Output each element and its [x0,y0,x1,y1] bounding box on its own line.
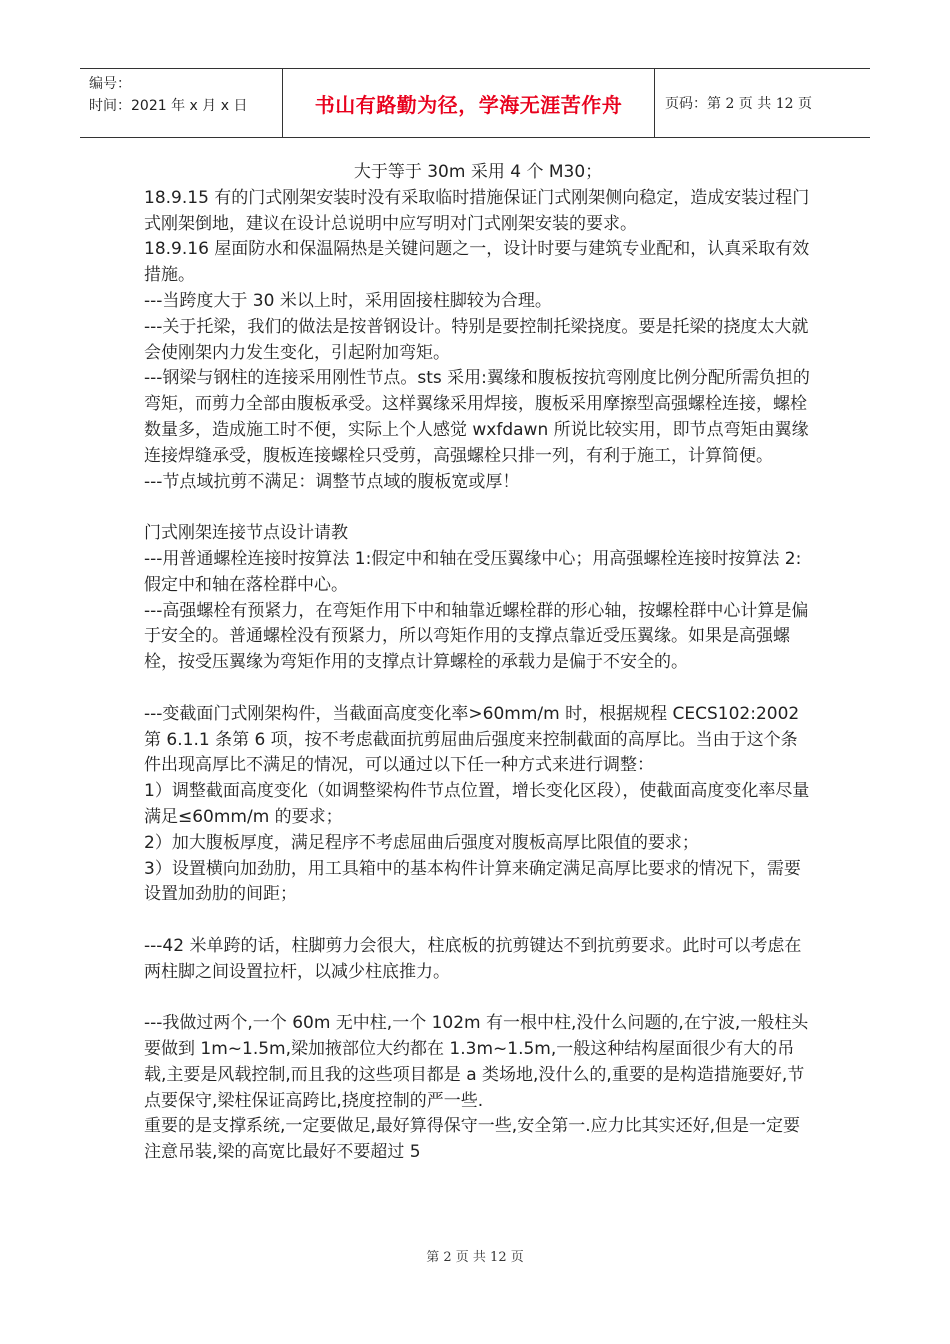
document-time: 时间：2021 年 x 月 x 日 [89,98,248,114]
paragraph: ---关于托梁，我们的做法是按普钢设计。特别是要控制托梁挠度。要是托梁的挠度太大就会使刚架内力发生变化，引起附加弯矩。 [144,316,809,363]
paragraph: ---用普通螺栓连接时按算法 1:假定中和轴在受压翼缘中心；用高强螺栓连接时按算法 2:假定中和轴在落栓群中心。 [144,548,802,595]
page-footer: 第 2 页 共 12 页 [426,1250,524,1265]
document-body [144,160,812,1166]
blank-line [144,908,812,934]
header-page-info: 页码：第 2 页 共 12 页 [665,96,812,112]
paragraph: 18.9.16 屋面防水和保温隔热是关键问题之一，设计时要与建筑专业配和，认真采取有效措施。 [144,239,810,286]
paragraph: 重要的是支撑系统,一定要做足,最好算得保守一些,安全第一.应力比其实还好,但是一定要注意吊装,梁的高宽比最好不要超过 5 [144,1116,801,1163]
header-info-cell [80,69,283,137]
page-header [80,68,870,138]
paragraph: 大于等于 30m 采用 4 个 M30； [353,162,603,182]
list-item: 3）设置横向加劲肋，用工具箱中的基本构件计算来确定满足高厚比要求的情况下，需要设置加劲肋的间距； [144,858,801,905]
paragraph: ---我做过两个,一个 60m 无中柱,一个 102m 有一根中柱,没什么问题的,在宁波,一般柱头要做到 1m~1.5m,梁加掖部位大约都在 1.3m~1.5m,一般这种结构屋面很少有大的吊载,主要是风载控制,而且我的这些项目都是 a 类场地,没什么的,重要的是构造措施要好,节点要保守,梁柱保证高跨比,挠度控制的严一些. [144,1013,809,1111]
paragraph: 18.9.15 有的门式刚架安装时没有采取临时措施保证门式刚架侧向稳定，造成安装过程门式刚架倒地，建议在设计总说明中应写明对门式刚架安装的要求。 [144,187,810,234]
list-item: 1）调整截面高度变化（如调整梁构件节点位置，增长变化区段），使截面高度变化率尽量满足≤60mm/m 的要求； [144,781,810,827]
paragraph: ---高强螺栓有预紧力，在弯矩作用下中和轴靠近螺栓群的形心轴，按螺栓群中心计算是偏于安全的。普通螺栓没有预紧力，所以弯矩作用的支撑点靠近受压翼缘。如果是高强螺栓，按受压翼缘为弯矩作用的支撑点计算螺栓的承载力是偏于不安全的。 [144,600,809,673]
blank-line [144,676,812,702]
paragraph: ---变截面门式刚架构件，当截面高度变化率>60mm/m 时，根据规程 CECS102:2002 第 6.1.1 条第 6 项，按不考虑截面抗剪屈曲后强度来控制截面的高厚比。当由于这个条件出现高厚比不满足的情况，可以通过以下任一种方式来进行调整： [144,703,800,776]
list-item: 2）加大腹板厚度，满足程序不考虑屈曲后强度对腹板高厚比限值的要求； [144,832,699,853]
paragraph: ---当跨度大于 30 米以上时，采用固接柱脚较为合理。 [144,290,552,311]
section-heading: 门式刚架连接节点设计请教 [144,523,348,544]
blank-line [144,495,812,521]
blank-line [144,986,812,1012]
header-motto: 书山有路勤为径，学海无涯苦作舟 [283,69,655,137]
paragraph: ---42 米单跨的话，柱脚剪力会很大，柱底板的抗剪键达不到抗剪要求。此时可以考虑在两柱脚之间设置拉杆，以减少柱底推力。 [144,935,802,982]
paragraph: ---钢梁与钢柱的连接采用刚性节点。sts 采用:翼缘和腹板按抗弯刚度比例分配所需负担的弯矩，而剪力全部由腹板承受。这样翼缘采用焊接，腹板采用摩擦型高强螺栓连接，螺栓数量多，造成施工时不便，实际上个人感觉 wxfdawn 所说比较实用，即节点弯矩由翼缘连接焊缝承受，腹板连接螺栓只受剪，高强螺栓只排一列，有利于施工，计算简便。 [144,368,810,466]
document-number: 编号： [89,76,131,92]
paragraph: ---节点域抗剪不满足：调整节点域的腹板宽或厚！ [144,471,520,492]
